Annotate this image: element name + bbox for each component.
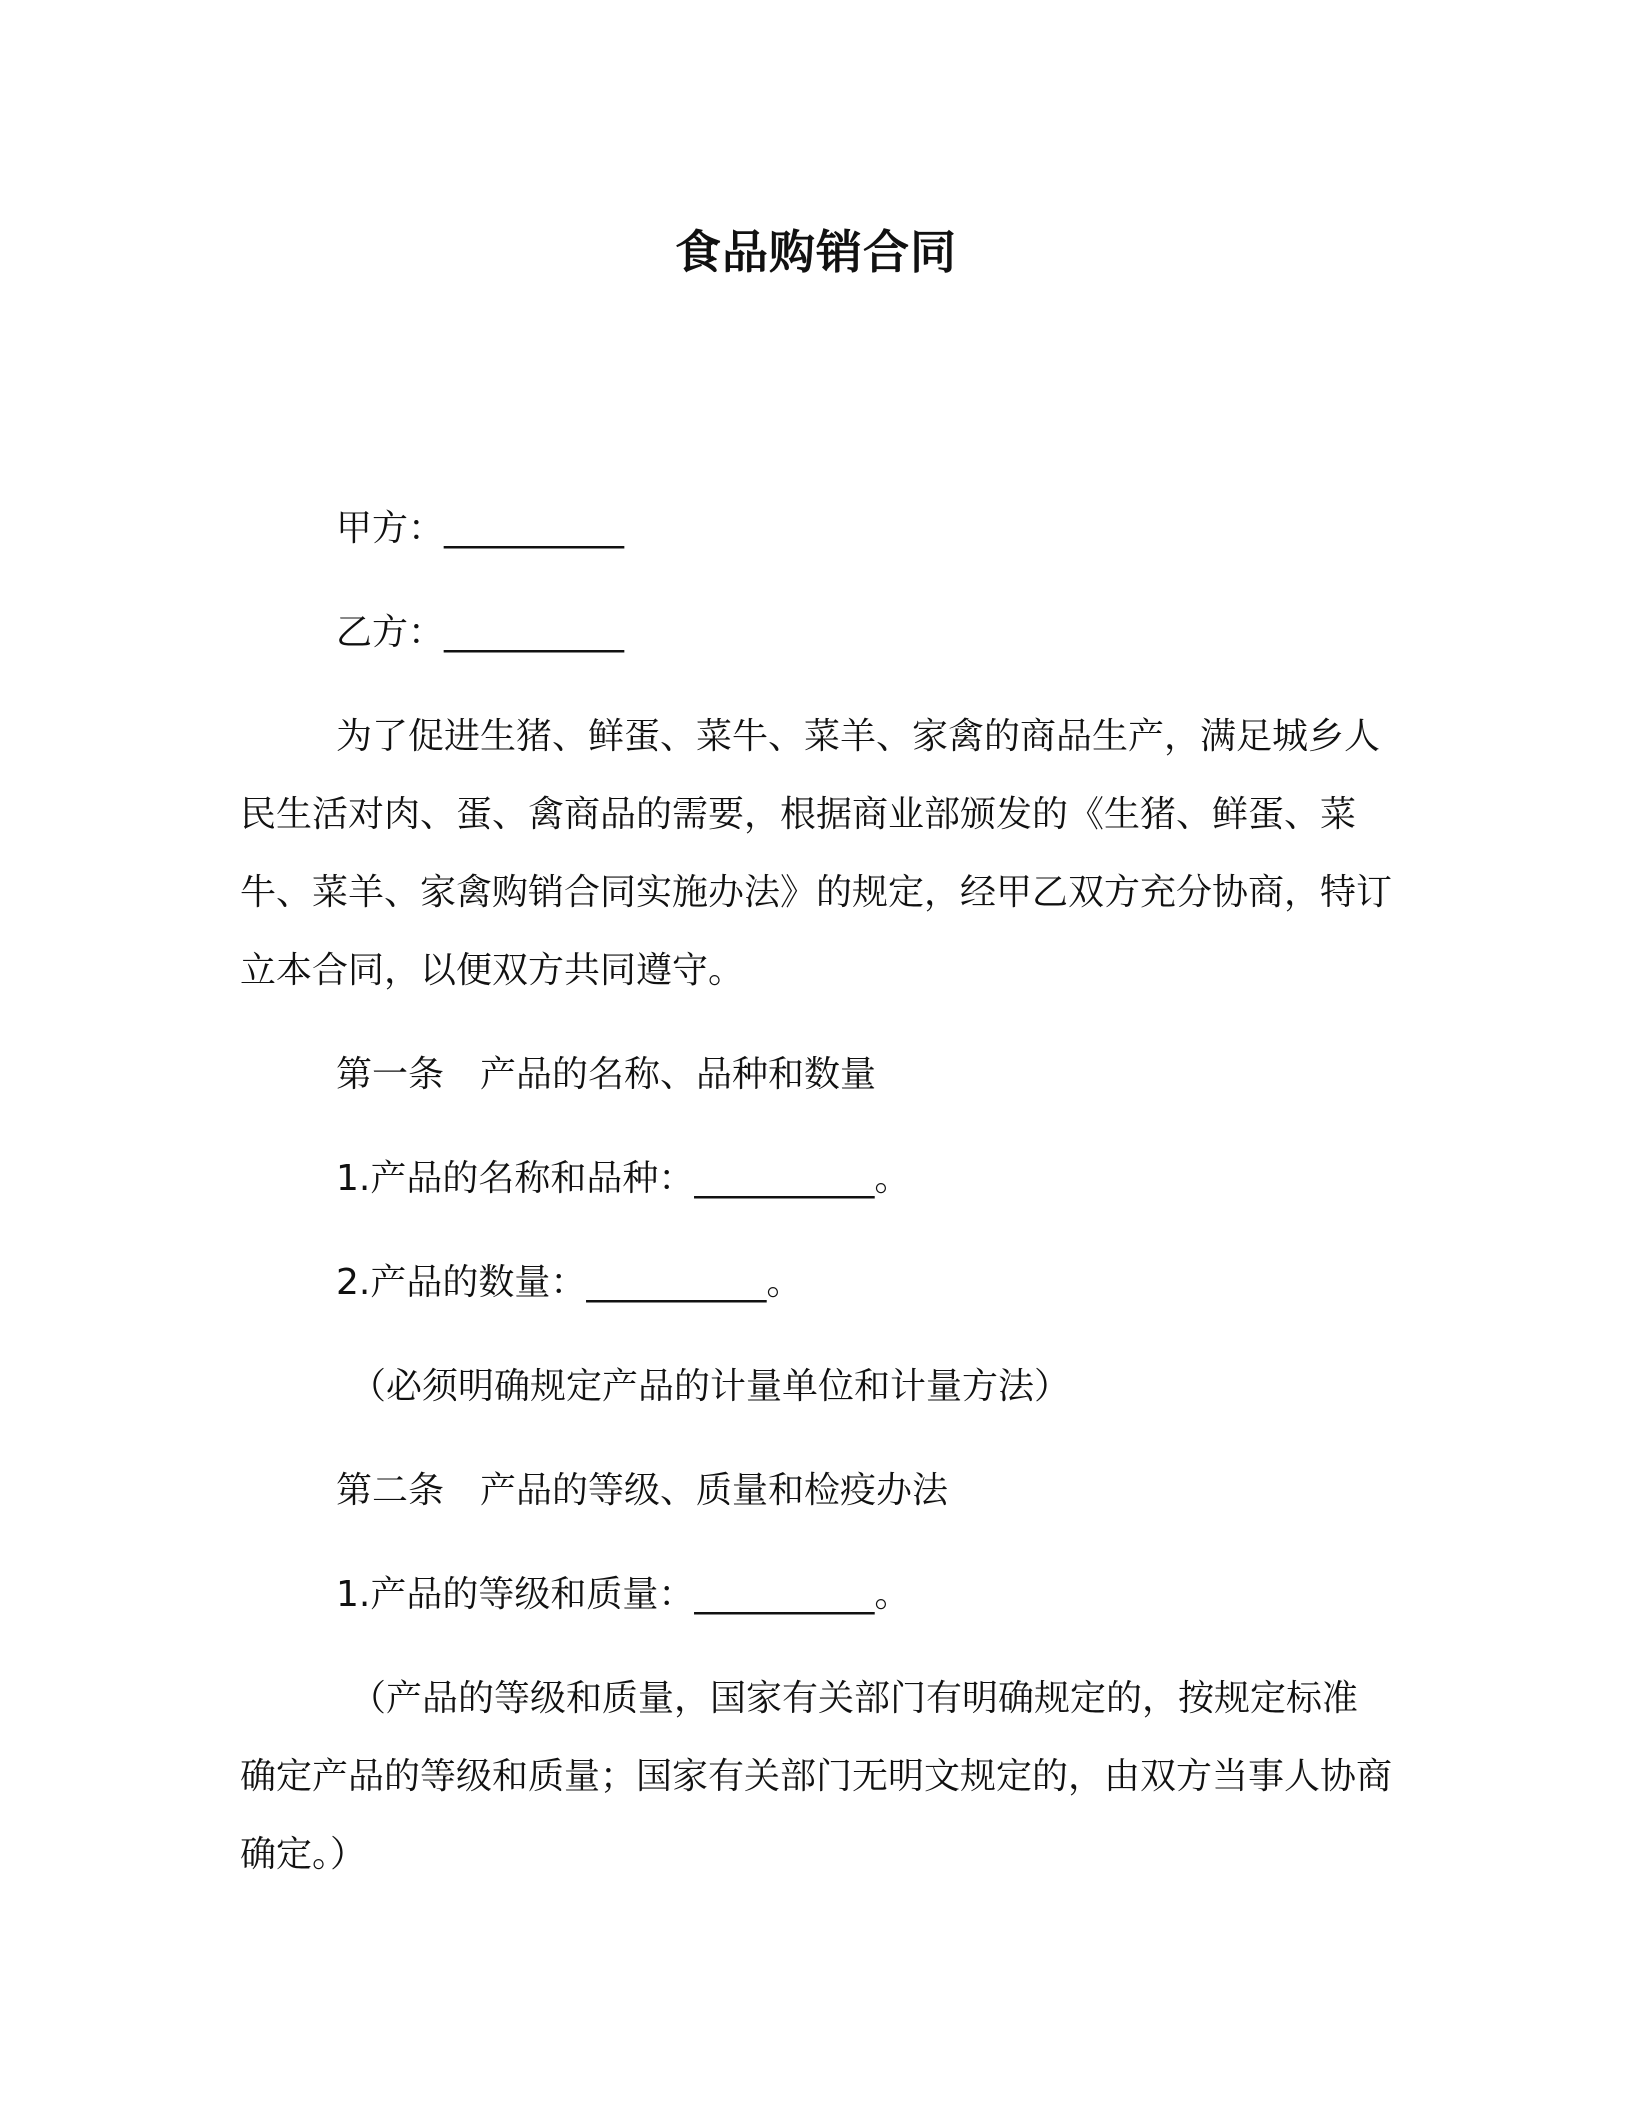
document-body — [240, 490, 1392, 1920]
article-1-item-2: 2.产品的数量：__________。 — [336, 1262, 803, 1303]
article-1-item-1: 1.产品的名称和品种：__________。 — [336, 1158, 911, 1199]
party-a-line: 甲方：__________ — [336, 508, 625, 549]
article-1-note: （必须明确规定产品的计量单位和计量方法） — [350, 1366, 1071, 1407]
document-title: 食品购销合同 — [675, 225, 957, 279]
article-2-item-1: 1.产品的等级和质量：__________。 — [336, 1574, 911, 1615]
preamble-paragraph: 为了促进生猪、鲜蛋、菜牛、菜羊、家禽的商品生产，满足城乡人民生活对肉、蛋、禽商品的需要，根据商业部颁发的《生猪、鲜蛋、菜牛、菜羊、家禽购销合同实施办法》的规定，经甲乙双方充分协商，特订立本合同，以便双方共同遵守。 — [240, 716, 1393, 991]
article-2-heading: 第二条 产品的等级、质量和检疫办法 — [336, 1470, 949, 1511]
article-1-heading: 第一条 产品的名称、品种和数量 — [336, 1054, 877, 1095]
party-b-line: 乙方：__________ — [336, 612, 625, 653]
article-2-note: （产品的等级和质量，国家有关部门有明确规定的，按规定标准确定产品的等级和质量；国家有关部门无明文规定的，由双方当事人协商确定。） — [240, 1678, 1393, 1875]
